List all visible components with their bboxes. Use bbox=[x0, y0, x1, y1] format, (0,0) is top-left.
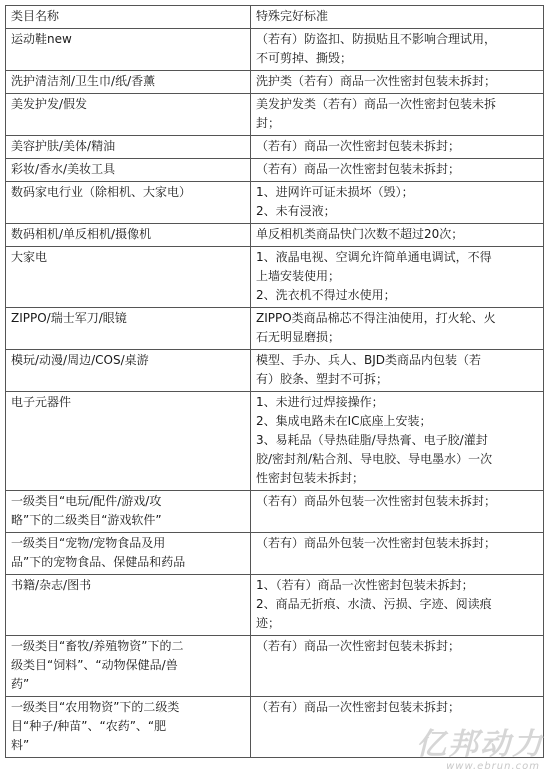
standard-cell-line: 2、洗衣机不得过水使用； bbox=[256, 288, 396, 302]
column-header-standard: 特殊完好标准 bbox=[251, 6, 544, 29]
category-cell-line: 一级类目“电玩/配件/游戏/攻 bbox=[11, 494, 162, 508]
standard-cell bbox=[251, 350, 544, 392]
category-cell-line: 数码家电行业（除相机、大家电） bbox=[11, 185, 192, 199]
category-cell bbox=[6, 575, 251, 636]
category-cell-line: 略”下的二级类目“游戏软件” bbox=[11, 513, 162, 527]
category-cell bbox=[6, 491, 251, 533]
category-cell bbox=[6, 636, 251, 697]
category-cell-line: 美发护发/假发 bbox=[11, 97, 88, 111]
category-cell-line: 一级类目“畜牧/养殖物资”下的二 bbox=[11, 639, 184, 653]
standard-cell-line: 性密封包装未拆封； bbox=[256, 471, 365, 485]
standard-cell bbox=[251, 247, 544, 308]
standard-cell-line: （若有）商品一次性密封包装未拆封； bbox=[256, 139, 461, 153]
standard-cell bbox=[251, 29, 544, 71]
table-row bbox=[6, 136, 544, 159]
category-cell-line: 一级类目“农用物资”下的二级类 bbox=[11, 700, 180, 714]
category-cell-line: 洗护清洁剂/卫生巾/纸/香薰 bbox=[11, 74, 156, 88]
column-header-category: 类目名称 bbox=[6, 6, 251, 29]
standard-cell-line: 美发护发类（若有）商品一次性密封包装未拆 bbox=[256, 97, 497, 111]
category-cell bbox=[6, 247, 251, 308]
category-cell-line: ZIPPO/瑞士军刀/眼镜 bbox=[11, 311, 127, 325]
standard-cell-line: （若有）商品外包装一次性密封包装未拆封； bbox=[256, 494, 497, 508]
standard-cell-line: 迹； bbox=[256, 616, 281, 630]
standard-cell-line: ZIPPO类商品棉芯不得注油使用，打火轮、火 bbox=[256, 311, 496, 325]
standard-cell-line: （若有）商品一次性密封包装未拆封； bbox=[256, 700, 461, 714]
category-cell-line: 品”下的宠物食品、保健品和药品 bbox=[11, 555, 186, 569]
category-cell bbox=[6, 350, 251, 392]
standard-cell bbox=[251, 636, 544, 697]
table-row bbox=[6, 247, 544, 308]
table-row bbox=[6, 491, 544, 533]
standard-cell bbox=[251, 182, 544, 224]
standard-cell-line: 2、未有浸液； bbox=[256, 204, 336, 218]
table-row bbox=[6, 71, 544, 94]
category-cell-line: 书籍/杂志/图书 bbox=[11, 578, 92, 592]
table-row bbox=[6, 392, 544, 491]
standard-cell-line: 1、（若有）商品一次性密封包装未拆封； bbox=[256, 578, 474, 592]
category-cell-line: 电子元器件 bbox=[11, 395, 72, 409]
category-cell bbox=[6, 71, 251, 94]
category-cell bbox=[6, 533, 251, 575]
standard-cell-line: 封； bbox=[256, 116, 281, 130]
category-cell-line: 料” bbox=[11, 738, 30, 752]
standard-cell-line: 胶/密封剂/粘合剂、导电胶、导电墨水）一次 bbox=[256, 452, 493, 466]
category-cell-line: 大家电 bbox=[11, 250, 48, 264]
standard-cell-line: 有）胶条、塑封不可拆； bbox=[256, 372, 389, 386]
standard-cell bbox=[251, 308, 544, 350]
standard-cell-line: 3、易耗品（导热硅脂/导热膏、电子胶/灌封 bbox=[256, 433, 488, 447]
category-cell bbox=[6, 159, 251, 182]
standard-cell-line: 洗护类（若有）商品一次性密封包装未拆封； bbox=[256, 74, 497, 88]
table-row bbox=[6, 350, 544, 392]
standard-cell bbox=[251, 392, 544, 491]
standard-cell-line: 1、进网许可证未损坏（毁）； bbox=[256, 185, 414, 199]
standard-cell bbox=[251, 136, 544, 159]
standard-cell-line: 单反相机类商品快门次数不超过20次； bbox=[256, 227, 464, 241]
table-row bbox=[6, 575, 544, 636]
standard-cell bbox=[251, 533, 544, 575]
table-row bbox=[6, 224, 544, 247]
category-cell bbox=[6, 392, 251, 491]
category-cell-line: 一级类目“宠物/宠物食品及用 bbox=[11, 536, 166, 550]
category-cell bbox=[6, 697, 251, 758]
table-row bbox=[6, 159, 544, 182]
table-body bbox=[6, 29, 544, 758]
table-row bbox=[6, 636, 544, 697]
category-cell-line: 美容护肤/美体/精油 bbox=[11, 139, 116, 153]
standard-cell bbox=[251, 697, 544, 758]
standard-cell bbox=[251, 94, 544, 136]
standard-cell-line: 石无明显磨损； bbox=[256, 330, 341, 344]
category-cell bbox=[6, 182, 251, 224]
category-cell bbox=[6, 308, 251, 350]
standard-cell-line: 模型、手办、兵人、BJD类商品内包装（若 bbox=[256, 353, 482, 367]
standard-cell-line: 上墙安装使用； bbox=[256, 269, 341, 283]
category-cell-line: 目“种子/种苗”、“农药”、“肥 bbox=[11, 719, 167, 733]
category-cell-line: 药” bbox=[11, 677, 30, 691]
standard-cell bbox=[251, 159, 544, 182]
standard-cell-line: （若有）防盗扣、防损贴且不影响合理试用， bbox=[256, 32, 497, 46]
spec-table bbox=[5, 5, 544, 758]
table-row bbox=[6, 533, 544, 575]
watermark-brand: 亿邦动力 bbox=[416, 727, 544, 762]
standard-cell-line: （若有）商品外包装一次性密封包装未拆封； bbox=[256, 536, 497, 550]
standard-cell-line: 1、未进行过焊接操作； bbox=[256, 395, 384, 409]
table-row bbox=[6, 94, 544, 136]
category-cell bbox=[6, 224, 251, 247]
category-cell-line: 级类目“饲料”、“动物保健品/兽 bbox=[11, 658, 178, 672]
category-cell bbox=[6, 136, 251, 159]
category-cell-line: 彩妆/香水/美妆工具 bbox=[11, 162, 116, 176]
standard-cell-line: 1、液晶电视、空调允许简单通电调试，不得 bbox=[256, 250, 492, 264]
category-cell-line: 运动鞋new bbox=[11, 32, 72, 46]
table-header-row bbox=[6, 6, 544, 29]
table-row bbox=[6, 182, 544, 224]
standard-cell bbox=[251, 224, 544, 247]
table-row bbox=[6, 308, 544, 350]
standard-cell-line: 不可剪掉、撕毁； bbox=[256, 51, 353, 65]
category-cell-line: 数码相机/单反相机/摄像机 bbox=[11, 227, 152, 241]
standard-cell bbox=[251, 71, 544, 94]
standard-cell bbox=[251, 491, 544, 533]
category-cell bbox=[6, 29, 251, 71]
standard-cell-line: （若有）商品一次性密封包装未拆封； bbox=[256, 162, 461, 176]
table-row bbox=[6, 29, 544, 71]
standard-cell bbox=[251, 575, 544, 636]
watermark-url: www.ebrun.com bbox=[446, 761, 540, 772]
standard-cell-line: 2、集成电路未在IC底座上安装； bbox=[256, 414, 432, 428]
table-row bbox=[6, 697, 544, 758]
standard-cell-line: 2、商品无折痕、水渍、污损、字迹、阅读痕 bbox=[256, 597, 492, 611]
category-cell bbox=[6, 94, 251, 136]
standard-cell-line: （若有）商品一次性密封包装未拆封； bbox=[256, 639, 461, 653]
category-cell-line: 模玩/动漫/周边/COS/桌游 bbox=[11, 353, 149, 367]
